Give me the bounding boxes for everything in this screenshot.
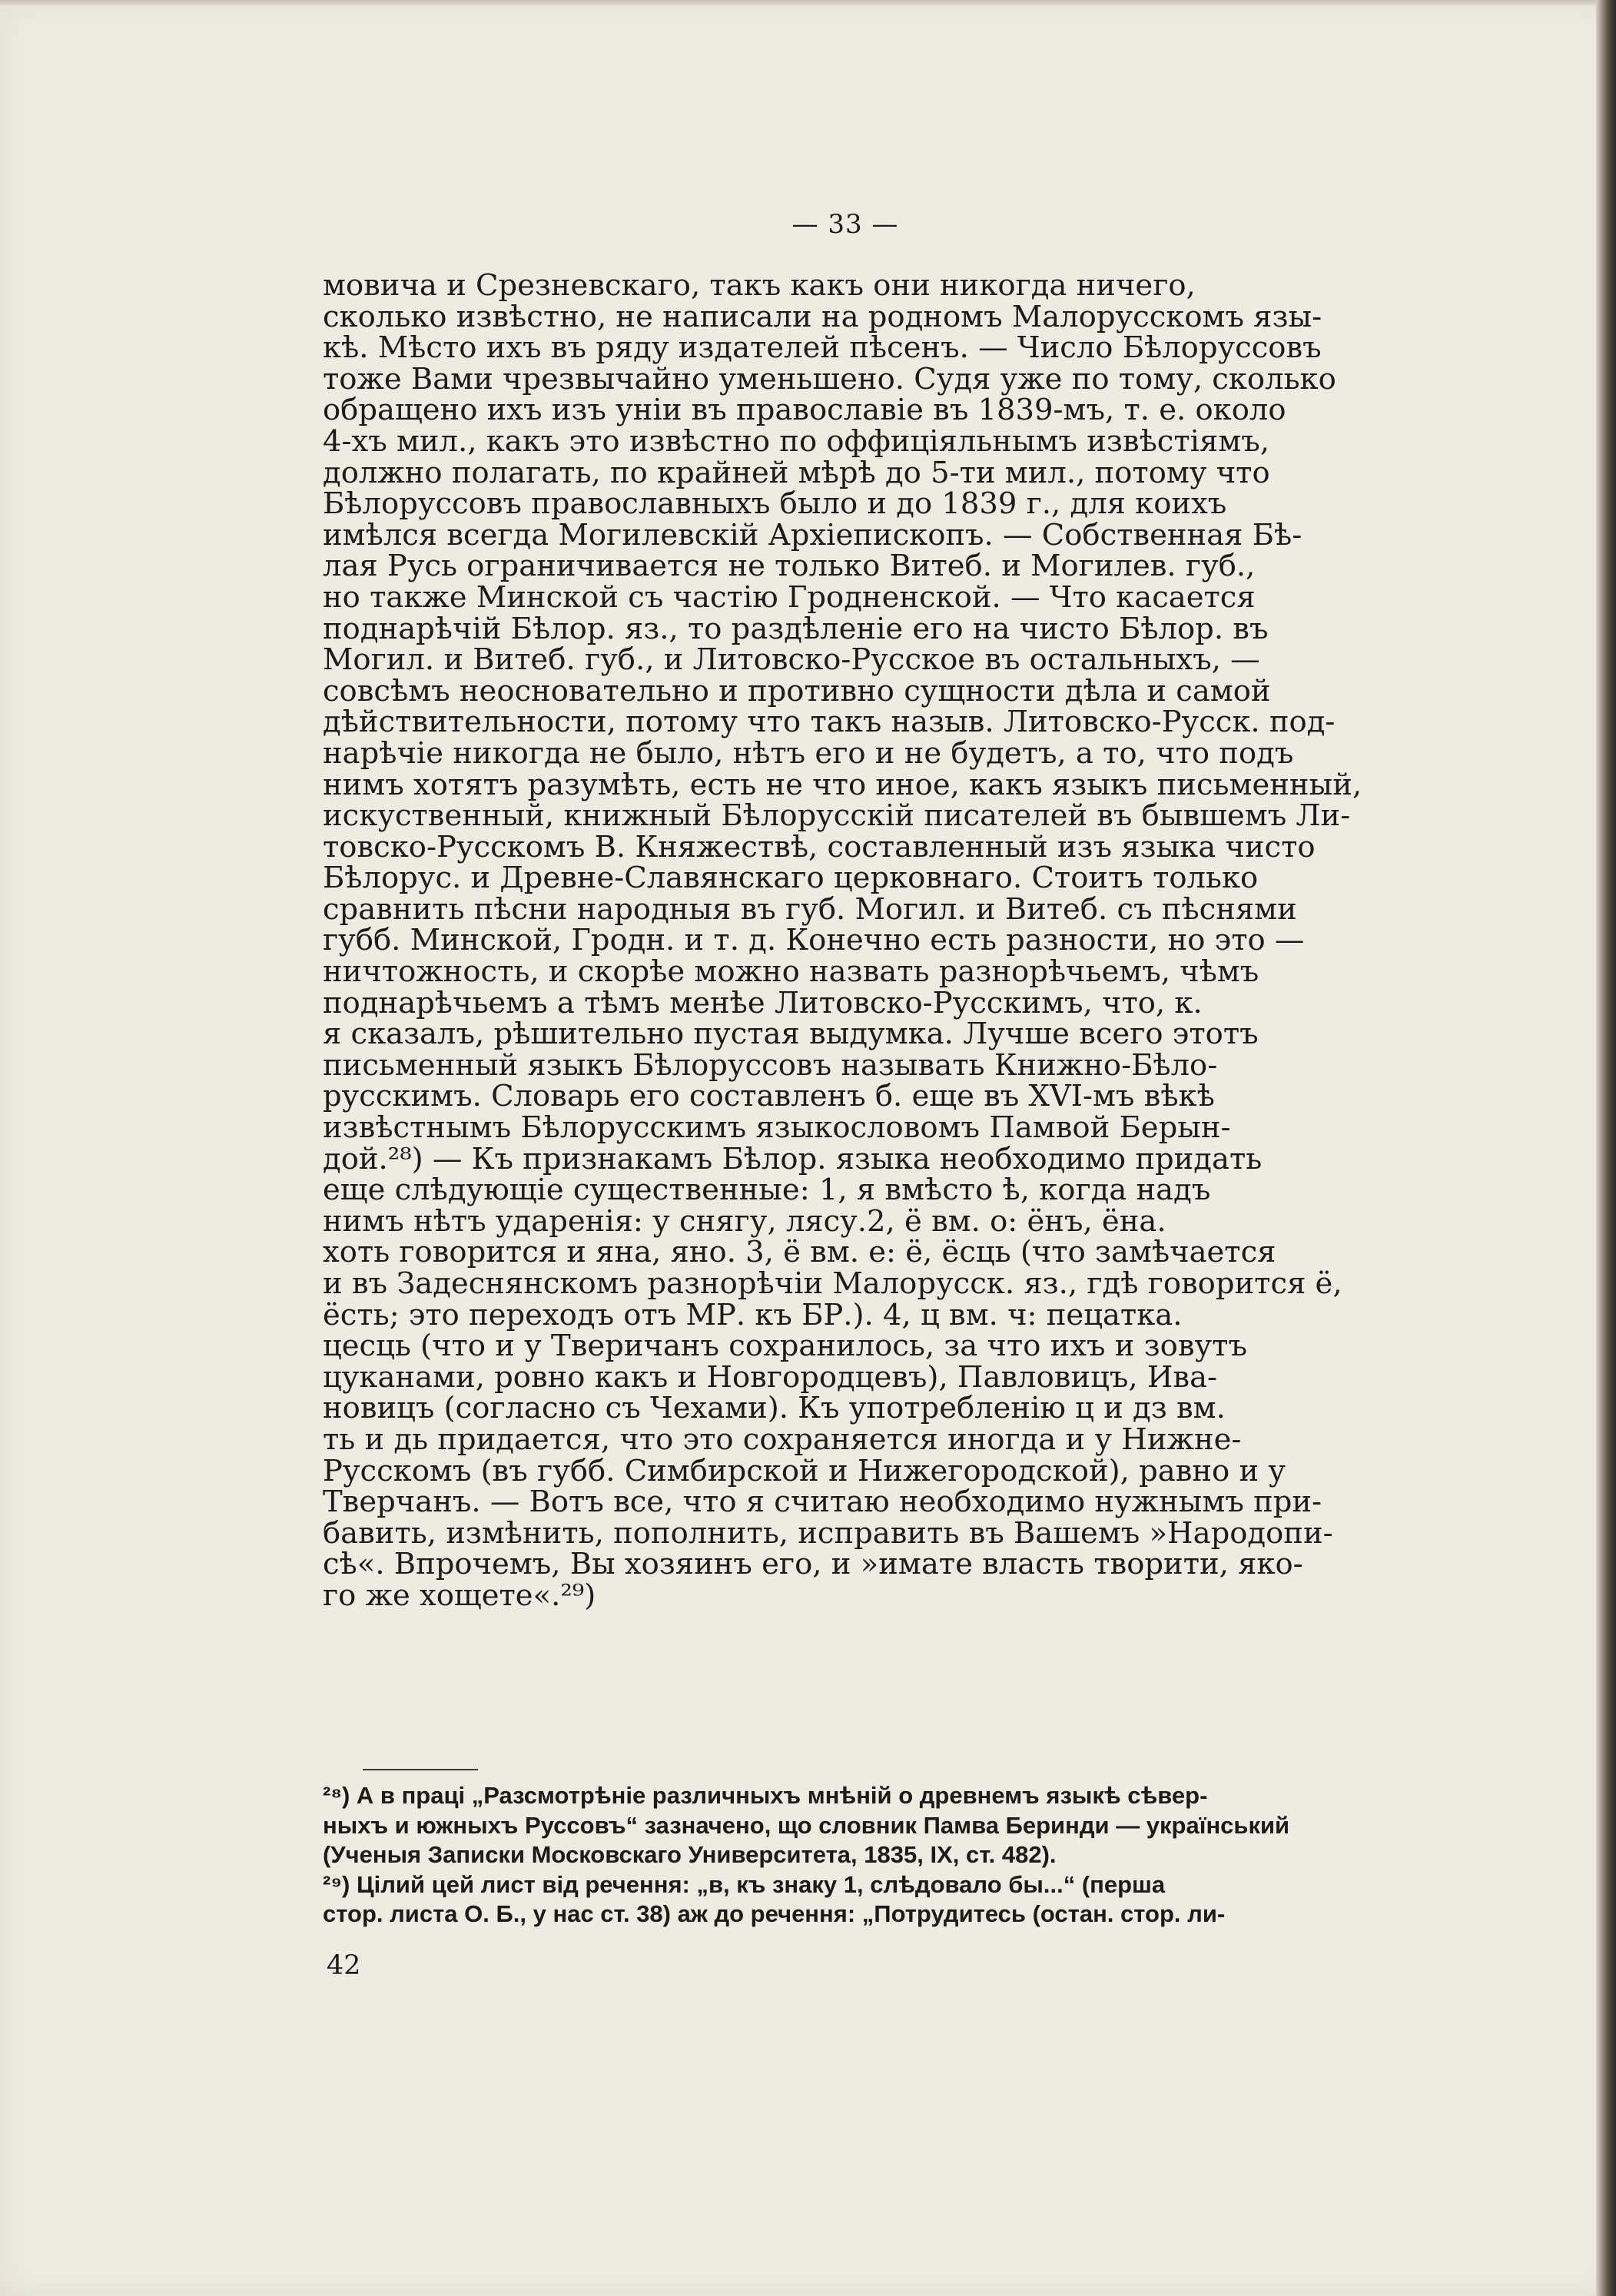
text-line: Русскомъ (въ губб. Симбирской и Нижегородской), равно и у (323, 1453, 1286, 1488)
text-line: 4-хъ мил., какъ это извѣстно по оффиціяльнымъ извѣстіямъ, (323, 423, 1269, 459)
text-line: бавить, измѣнить, пополнить, исправить въ Вашемъ »Народопи- (323, 1515, 1333, 1551)
text-line: новицъ (согласно съ Чехами). Къ употребленію ц и дз вм. (323, 1391, 1226, 1426)
text-line: Бѣлоруссовъ православныхъ было и до 1839 г., для коихъ (323, 486, 1227, 522)
text-line: го же хощете«.²⁹) (323, 1578, 596, 1613)
text-line: ёсть; это переходъ отъ МР. къ БР.). 4, ц вм. ч: пецатка. (323, 1297, 1183, 1332)
text-line: нарѣчіе никогда не было, нѣтъ его и не будетъ, а то, что подъ (323, 735, 1294, 771)
text-line: сколько извѣстно, не написали на родномъ Малорусскомъ язы- (323, 299, 1322, 334)
text-line: лая Русь ограничивается не только Витеб. и Могилев. губ., (323, 549, 1256, 584)
text-line: Тверчанъ. — Вотъ все, что я считаю необходимо нужнымъ при- (323, 1485, 1322, 1520)
text-line: тоже Вами чрезвычайно уменьшено. Судя уже по тому, сколько (323, 361, 1336, 396)
text-line: имѣлся всегда Могилевскій Архіепископъ. — Собственная Бѣ- (323, 517, 1302, 552)
text-line: нимъ нѣтъ ударенія: у снягу, лясу.2, ё вм. о: ёнъ, ёна. (323, 1203, 1166, 1239)
text-line: Могил. и Витеб. губ., и Литовско-Русское въ остальныхъ, — (323, 642, 1260, 678)
footnote-line: стор. листа О. Б., у нас ст. 38) аж до речення: „Потрудитесь (остан. стор. ли- (323, 1900, 1226, 1927)
text-line: хоть говорится и яна, яно. 3, ё вм. е: ё, ёсць (что замѣчается (323, 1235, 1276, 1270)
text-line: мовича и Срезневскаго, такъ какъ они никогда ничего, (323, 268, 1196, 303)
footnote-line: ныхъ и южныхъ Руссовъ“ зазначено, що словник Памва Беринди — український (323, 1811, 1290, 1839)
text-line: поднарѣчій Бѣлор. яз., то раздѣленіе его на чисто Бѣлор. въ (323, 611, 1269, 646)
text-line: письменный языкъ Бѣлоруссовъ называть Книжно-Бѣло- (323, 1047, 1218, 1083)
text-line: сѣ«. Впрочемъ, Вы хозяинъ его, и »имате власть творити, яко- (323, 1547, 1303, 1582)
text-line: товско-Русскомъ В. Княжествѣ, составленный изъ языка чисто (323, 829, 1316, 864)
text-line: дѣйствительности, потому что такъ назыв. Литовско-Русск. под- (323, 705, 1336, 740)
text-line: ничтожность, и скорѣе можно назвать разнорѣчьемъ, чѣмъ (323, 954, 1259, 990)
text-line: должно полагать, по крайней мѣрѣ до 5-ти мил., потому что (323, 455, 1270, 490)
text-line: русскимъ. Словарь его составленъ б. еще въ XVI-мъ вѣкѣ (323, 1079, 1215, 1114)
text-line: еще слѣдующіе существенные: 1, я вмѣсто ѣ, когда надъ (323, 1173, 1211, 1208)
text-line: совсѣмъ неосновательно и противно сущности дѣла и самой (323, 673, 1271, 708)
footnote-line: ²⁸) А в праці „Разсмотрѣніе различныхъ мнѣній о древнемъ языкѣ сѣвер- (323, 1782, 1208, 1809)
text-line: но также Минской съ частію Гродненской. — Что касается (323, 579, 1256, 615)
page-number: — 33 — (791, 209, 899, 240)
text-line: нимъ хотятъ разумѣть, есть не что иное, какъ языкъ письменный, (323, 767, 1362, 802)
text-line: ть и дь придается, что это сохраняется иногда и у Нижне- (323, 1422, 1242, 1457)
text-line: я сказалъ, рѣшительно пустая выдумка. Лучше всего этотъ (323, 1017, 1259, 1052)
text-line: губб. Минской, Гродн. и т. д. Конечно есть разности, но это — (323, 923, 1305, 958)
text-line: Бѣлорус. и Древне-Славянскаго церковнаго. Стоитъ только (323, 861, 1259, 896)
footnote-divider (363, 1769, 478, 1770)
text-line: дой.²⁸) — Къ признакамъ Бѣлор. языка необходимо придать (323, 1141, 1263, 1176)
text-line: сравнить пѣсни народныя въ губ. Могил. и Витеб. съ пѣснями (323, 891, 1297, 927)
main-text (323, 270, 1391, 1612)
text-line: цесць (что и у Тверичанъ сохранилось, за что ихъ и зовутъ (323, 1329, 1247, 1364)
text-line: извѣстнымъ Бѣлорусскимъ языкословомъ Памвой Берын- (323, 1110, 1231, 1146)
text-line: цуканами, ровно какъ и Новгородцевъ), Павловицъ, Ива- (323, 1359, 1218, 1395)
text-line: кѣ. Мѣсто ихъ въ ряду издателей пѣсенъ. — Число Бѣлоруссовъ (323, 330, 1322, 366)
footnote-line: ²⁹) Цілий цей лист від речення: „в, къ знаку 1, слѣдовало бы...“ (перша (323, 1870, 1166, 1898)
page-binding-edge (1596, 0, 1616, 2296)
text-line: обращено ихъ изъ уніи въ православіе въ 1839-мъ, т. е. около (323, 393, 1286, 428)
footnote-line: (Ученыя Записки Московскаго Университета, 1835, IX, ст. 482). (323, 1841, 1057, 1868)
text-line: искуственный, книжный Бѣлорусскій писателей въ бывшемъ Ли- (323, 798, 1351, 834)
signature-number: 42 (327, 1950, 361, 1981)
text-line: и въ Задеснянскомъ разнорѣчіи Малорусск. яз., гдѣ говорится ё, (323, 1266, 1342, 1301)
text-line: поднарѣчьемъ а тѣмъ менѣе Литовско-Русскимъ, что, к. (323, 985, 1203, 1020)
page-top-edge (0, 0, 1616, 8)
footnotes (323, 1781, 1399, 1929)
